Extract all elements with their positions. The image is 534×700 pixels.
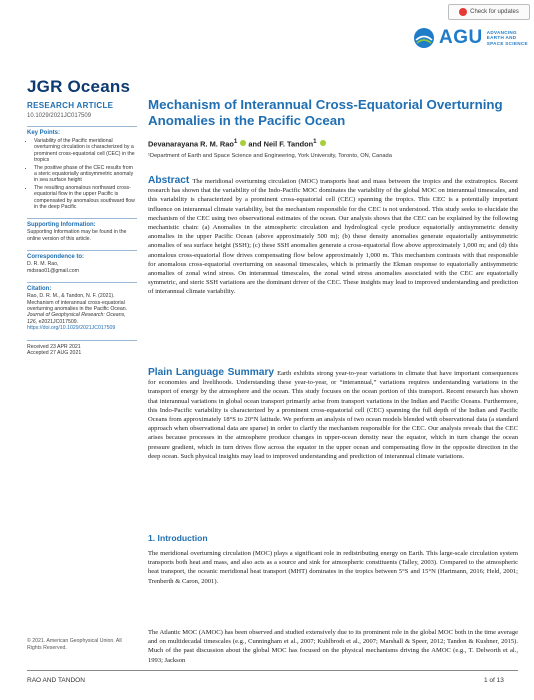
introduction-heading: 1. Introduction <box>148 533 208 543</box>
check-for-updates-button[interactable] <box>448 4 530 20</box>
sidebar-divider <box>27 218 137 219</box>
key-point: • Variability of the Pacific meridional overturning circulation is characterized by a prominent cross-equatorial cell (CEC) in the tropics <box>34 138 137 164</box>
plain-language-summary-heading: Plain Language Summary <box>148 367 275 378</box>
abstract-text: The meridional overturning circulation (MOC) transports heat and mass between the tropics and the extratropics. Recent research has shown that the variability of the Indo-Pacific MOC dominates the variability of the global MOC on interannual timescales, and this variability is characterized by a prominent cross-equatorial cell (CEC) spanning the tropics. This CEC is a potentially important influence on interannual climate variability, but the mechanism responsible for the CEC is not understood. This study seeks to elucidate the mechanism of the CEC using two observational estimates of the ocean. Our analysis shows that the CEC can be explained by the following mechanistic chain: (a) Anomalies in the atmospheric circulation and hydrological cycle produce equatorially antisymmetric density anomalies in the upper Pacific Ocean (above approximately 500 m); (b) these density anomalies generate equatorially antisymmetric anomalies of sea surface height (SSH); (c) these SSH anomalies generate a cross-equatorial flow above approximately 1,000 m; and (d) this anomalous cross-equatorial flow drives compensating flow below approximately 1,000 m. This mechanism contrasts with that responsible for anomalous cross-equatorial overturning on seasonal timescales, which is primarily the Ekman response to equatorially antisymmetric anomalies of zonal wind stress. On interannual timescales, the zonal wind stress anomalies associated with the CEC are equatorially symmetric, and steric SSH variations are the dominant driver of the CEC. These insights may lead to improved understanding and prediction of interannual climate variability. <box>148 178 518 296</box>
citation-id: e2021JC017509. <box>38 318 79 325</box>
supporting-info-text: Supporting Information may be found in the online version of this article. <box>27 229 127 242</box>
footer-divider <box>27 670 518 671</box>
author-1-affiliation-mark: 1 <box>233 138 238 145</box>
intro-paragraph-1: The meridional overturning circulation (MOC) plays a significant role in redistributing energy on Earth. This large-scale circulation system transports both heat and mass, and also acts as a source and sink for atmospheric constituents (Talley, 2003). Compared to the atmospheric heat transport, the oceanic meridional heat transport (MHT) dominates in the tropics between 5°S and 15°N (Hartmann, 2016; Held, 2001; Trenberth & Caron, 2001). <box>148 550 518 585</box>
publisher-logo <box>413 27 528 49</box>
agu-globe-icon <box>413 27 435 49</box>
citation-journal: Journal of Geophysical Research: Oceans, 126, <box>27 312 126 325</box>
plain-language-summary-section <box>148 367 518 461</box>
author-affiliation: ¹Department of Earth and Space Science and Engineering, York University, Toronto, ON, Canada <box>148 153 392 159</box>
key-points-heading: Key Points: <box>27 130 61 136</box>
citation-heading: Citation: <box>27 286 52 293</box>
supporting-info-heading: Supporting Information: <box>27 222 96 229</box>
author-2[interactable]: and Neil F. Tandon <box>248 139 314 149</box>
orcid-icon[interactable] <box>240 140 246 146</box>
publisher-wordmark: AGU <box>439 27 483 48</box>
sidebar-divider <box>27 340 137 341</box>
abstract-heading: Abstract <box>148 175 190 186</box>
page-number: 1 of 13 <box>484 677 504 684</box>
running-authors: RAO AND TANDON <box>27 677 85 684</box>
key-points-list <box>27 138 137 210</box>
sidebar-divider <box>27 250 137 251</box>
citation-block <box>27 293 137 331</box>
abstract-section <box>148 175 518 297</box>
check-for-updates-label: Check for updates <box>470 9 519 15</box>
sidebar-divider <box>27 282 137 283</box>
sidebar-divider <box>27 126 137 127</box>
article-doi: 10.1029/2021JC017509 <box>27 113 92 119</box>
citation-text: Rao, D. R. M., & Tandon, N. F. (2021). Mechanism of interannual cross-equatorial overturning anomalies in the Pacific Ocean. <box>27 293 128 312</box>
publisher-tagline: ADVANCING EARTH AND SPACE SCIENCE <box>486 29 528 46</box>
author-1[interactable]: Devanarayana R. M. Rao <box>148 139 234 149</box>
correspondence-heading: Correspondence to: <box>27 254 85 261</box>
key-point: • The resulting anomalous northward cross-equatorial flow in the upper Pacific is compensated by anomalous southward flow in the deep Pacific <box>34 185 137 211</box>
article-title: Mechanism of Interannual Cross-Equatorial Overturning Anomalies in the Pacific Ocean <box>148 97 503 128</box>
sidebar <box>27 126 137 356</box>
orcid-icon[interactable] <box>320 140 326 146</box>
citation-doi-link[interactable]: https://doi.org/10.1029/2021JC017509 <box>27 325 116 332</box>
updates-icon <box>459 8 467 16</box>
correspondence-email[interactable]: mdsrao01@gmail.com <box>27 267 79 274</box>
plain-language-summary-text: Earth exhibits strong year-to-year variations in climate that have important consequences for economies and livelihoods. Understanding these year-to-year, or “interannual,” variations requires understanding variations in the transport of energy by the atmosphere and the ocean. This study focuses on the ocean portion of this transport. Recent research has shown that interannual variations in global ocean transport primarily arise from transport variations in the Indian and Pacific Oceans. Furthermore, this Indo-Pacific variability is characterized by a prominent cross-equatorial cell (CEC) spanning the full depth of the Indian and Pacific Oceans from approximately 18°S to 20°N latitude. We perform an analysis of two ocean models blended with observational data (a standard approach when observational data are sparse) in order to clarify the mechanism responsible for the CEC. Our analysis reveals that the CEC arises because processes in the atmosphere produce changes in upper-ocean density near the equator, which in turn change the ocean pressure gradient, which in turn drives flow across the equator in the upper ocean and compensating flow in the opposite direction in the deep ocean. Such physical insights may lead to improved understanding and prediction of interannual climate variations. <box>148 370 518 460</box>
author-2-affiliation-mark: 1 <box>313 138 317 145</box>
author-line <box>148 138 326 148</box>
article-type: RESEARCH ARTICLE <box>27 101 114 110</box>
key-point: • The positive phase of the CEC results from a steric equatorially antisymmetric anomaly in sea surface height <box>34 165 137 184</box>
accepted-date: Accepted 27 AUG 2021 <box>27 349 82 356</box>
received-date: Received 23 APR 2021 <box>27 343 81 350</box>
copyright-notice: © 2021. American Geophysical Union. All Rights Reserved. <box>27 638 122 651</box>
intro-paragraph-2: The Atlantic MOC (AMOC) has been observed and studied extensively due to its prominent role in the global MOC both in the time average and on multidecadal timescales (e.g., Cunningham et al., 2007; Kuhlbrodt et al., 2007; Marshall & Speer, 2012; Tandon & Kushner, 2015). Much of the past discussion about the global MOC has focused on the physical mechanisms driving the AMOC (e.g., T. Delworth et al., 1993; Jackson <box>148 629 518 664</box>
journal-name: JGR Oceans <box>27 77 131 96</box>
correspondence-name: D. R. M. Rao, <box>27 261 59 268</box>
